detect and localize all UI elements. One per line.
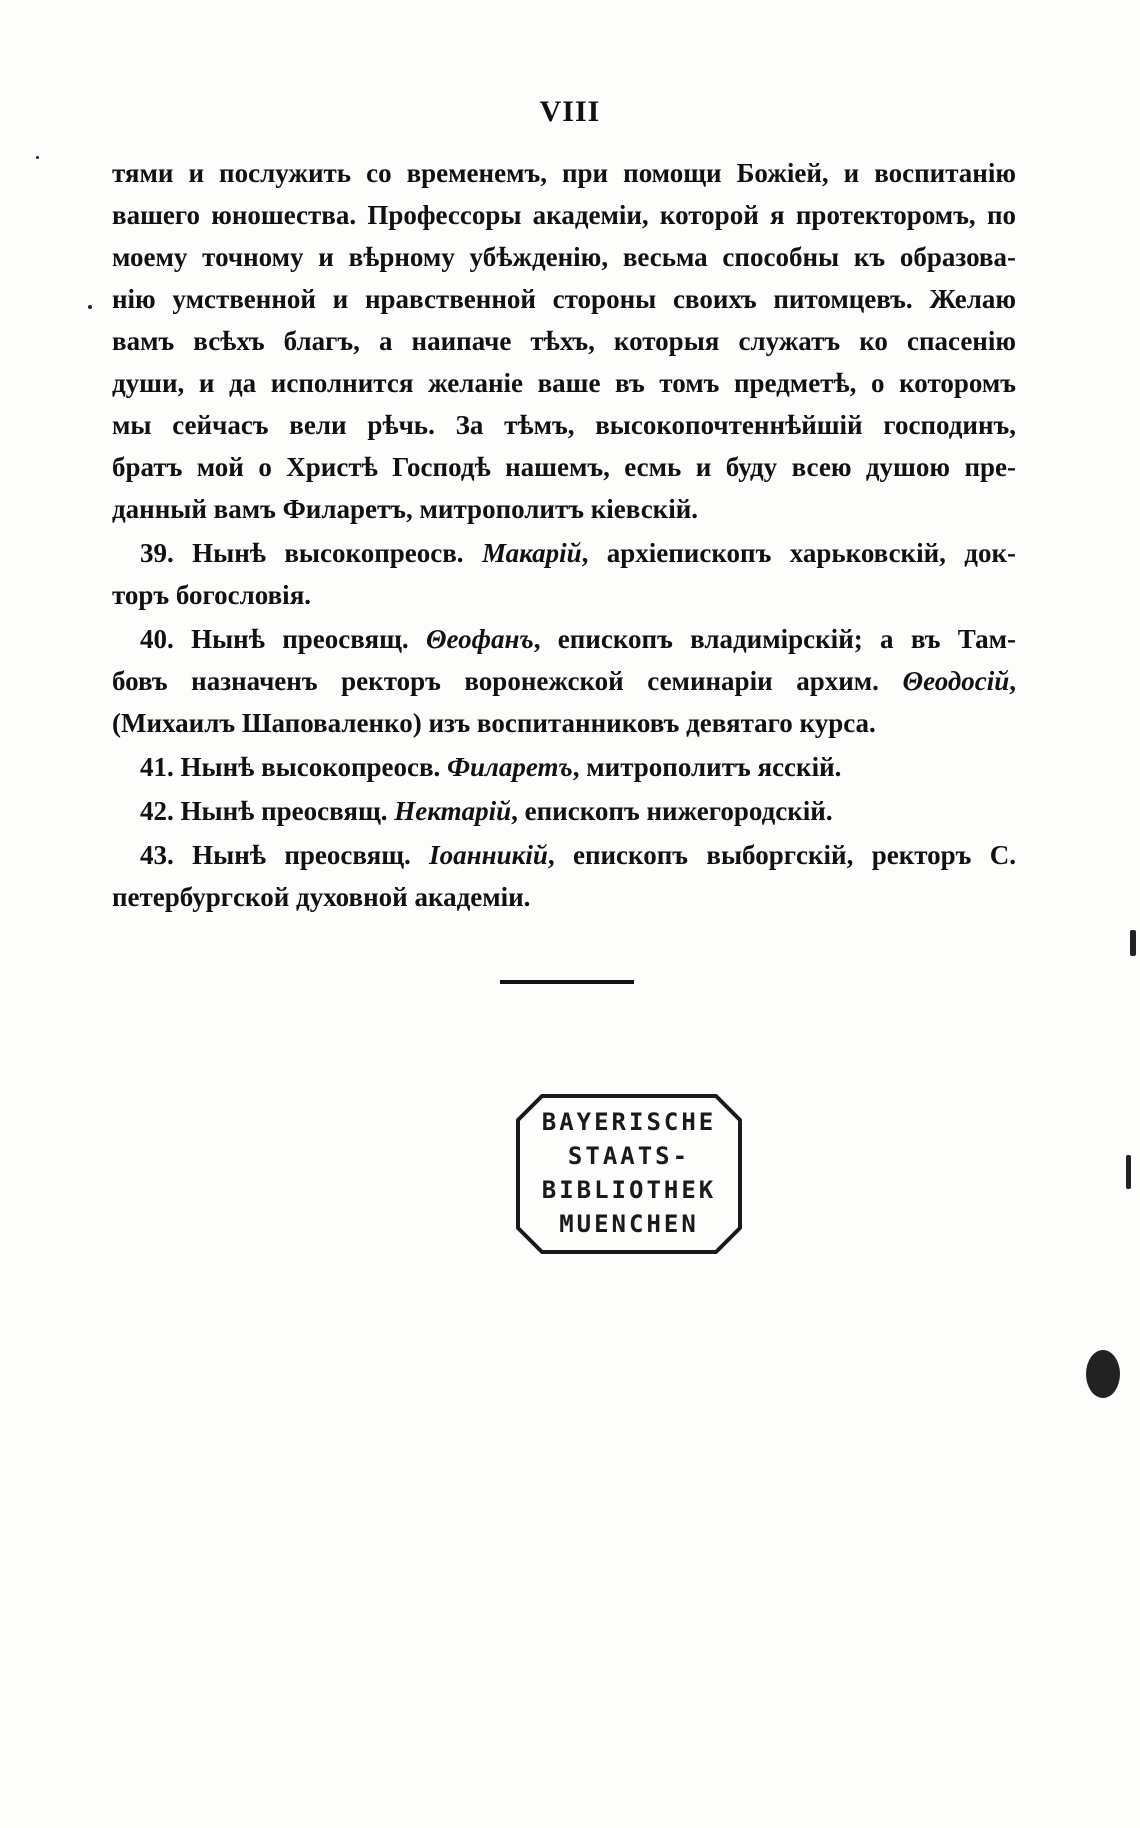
text-line: братъ мой о Христѣ Господѣ нашемъ, есмь и буду всею душою пре- — [112, 452, 1016, 482]
note-prefix: Нынѣ преосвящ. — [192, 840, 411, 870]
footnote-40-continuation — [112, 660, 1016, 702]
note-prefix: Нынѣ преосвящ. — [191, 624, 409, 654]
text-line: моему точному и вѣрному убѣжденію, весьма способны къ образова- — [112, 242, 1016, 272]
text-line: тями и послужить со временемъ, при помощи Божіей, и воспитанію — [112, 158, 1016, 188]
text-line: данный вамъ Филаретъ, митрополитъ кіевскій. — [112, 494, 699, 524]
note-rest: , архіепископъ харьковскій, док- — [581, 538, 1016, 568]
note-name: Θеофанъ — [425, 624, 534, 654]
note-number: 39. — [140, 538, 174, 568]
note-number: 41. — [140, 752, 174, 782]
text-line: души, и да исполнится желаніе ваше въ томъ предметѣ, о которомъ — [112, 368, 1016, 398]
note-prefix: Нынѣ высокопреосв. — [192, 538, 464, 568]
note-number: 42. — [140, 796, 174, 826]
ink-speck — [1130, 930, 1136, 956]
note-prefix: Нынѣ высокопреосв. — [180, 752, 441, 782]
footnote-40-continuation: (Михаилъ Шаповаленко) изъ воспитанниковъ девятаго курса. — [112, 708, 876, 738]
footnote-42 — [112, 790, 1016, 832]
note-name: Θеодосій — [902, 666, 1010, 696]
note-text: бовъ назначенъ ректоръ воронежской семинаріи архим. — [112, 666, 879, 696]
page-number: VIII — [539, 95, 601, 128]
ink-speck — [36, 156, 39, 159]
note-name: Нектарій — [394, 796, 512, 826]
note-rest: , епископъ выборгскій, ректоръ С. — [547, 840, 1016, 870]
note-number: 43. — [140, 840, 174, 870]
note-name: Макарій — [481, 538, 582, 568]
note-text: , — [1009, 666, 1016, 696]
footnote-43 — [112, 834, 1016, 876]
note-number: 40. — [140, 624, 174, 654]
footnote-41 — [112, 746, 1016, 788]
text-line: вашего юношества. Профессоры академіи, которой я протекторомъ, по — [112, 200, 1016, 230]
text-line: вамъ всѣхъ благъ, а наипаче тѣхъ, которыя служатъ ко спасенію — [112, 326, 1016, 356]
ink-blot — [1086, 1350, 1120, 1398]
note-rest: , епископъ владимірскій; а въ Там- — [533, 624, 1016, 654]
stamp-text: BIBLIOTHEK — [541, 1176, 717, 1204]
library-stamp — [514, 1090, 744, 1258]
stamp-text: STAATS- — [567, 1142, 691, 1170]
footnote-43-continuation: петербургской духовной академіи. — [112, 882, 531, 912]
ink-speck — [88, 305, 92, 309]
body-text — [112, 152, 1016, 918]
note-prefix: Нынѣ преосвящ. — [180, 796, 388, 826]
ink-speck — [1126, 1155, 1131, 1189]
text-line: мы сейчасъ вели рѣчь. За тѣмъ, высокопочтеннѣйшій господинъ, — [112, 410, 1016, 440]
note-rest: , епископъ нижегородскій. — [511, 796, 833, 826]
note-name: Іоанникій — [429, 840, 548, 870]
stamp-text: BAYERISCHE — [541, 1108, 717, 1136]
footnote-39-continuation: торъ богословія. — [112, 580, 312, 610]
footnote-39 — [112, 532, 1016, 574]
stamp-text: MUENCHEN — [559, 1210, 699, 1238]
note-rest: , митрополитъ ясскій. — [572, 752, 842, 782]
text-line: нію умственной и нравственной стороны своихъ питомцевъ. Желаю — [112, 284, 1016, 314]
footnote-40 — [112, 618, 1016, 660]
separator-rule — [500, 980, 634, 984]
note-name: Филаретъ — [447, 752, 573, 782]
